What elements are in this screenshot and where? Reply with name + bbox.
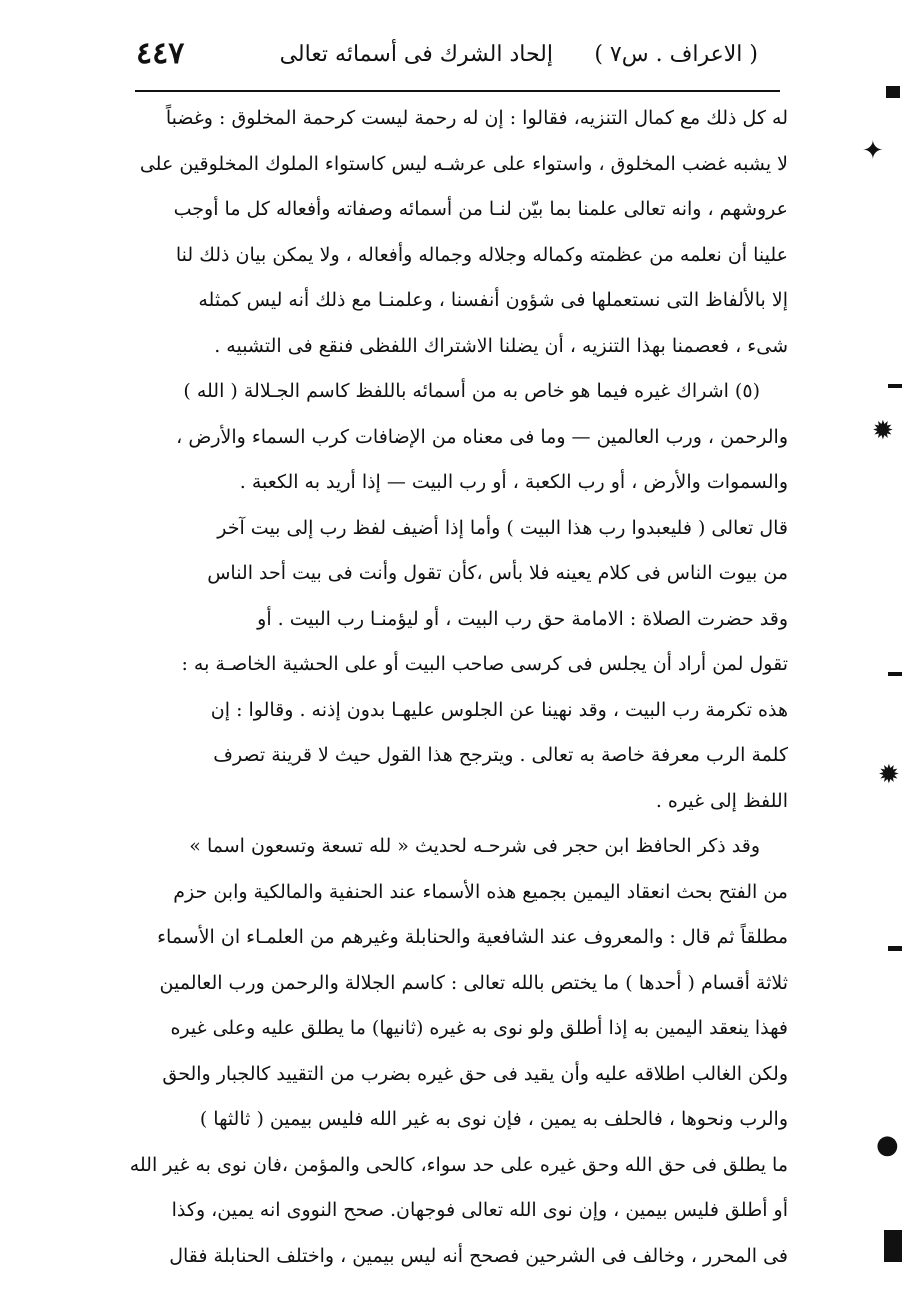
chapter-title: إلحاد الشرك فى أسمائه تعالى	[279, 42, 553, 67]
margin-mark	[884, 1230, 902, 1262]
text-line: هذه تكرمة رب البيت ، وقد نهينا عن الجلوس عليهـا بدون إذنه . وقالوا : إن	[210, 698, 788, 721]
text-line: من بيوت الناس فى كلام يعينه فلا بأس ،كأن تقول وأنت فى بيت أحد الناس	[207, 562, 788, 584]
text-line: والرحمن ، ورب العالمين — وما فى معناه من الإضافات كرب السماء والأرض ،	[176, 425, 788, 448]
text-line: (٥) اشراك غيره فيما هو خاص به من أسمائه باللفظ كاسم الجـلالة ( الله )	[183, 380, 760, 402]
text-line: عروشهم ، وانه تعالى علمنا بما بيّن لنـا من أسمائه وصفاته وأفعاله كل ما أوجب	[173, 198, 788, 220]
text-line: اللفظ إلى غيره .	[655, 789, 788, 812]
text-line: علينا أن نعلمه من عظمته وكماله وجلاله وجماله وأفعاله ، ولا يمكن بيان ذلك لنا	[175, 243, 788, 266]
margin-mark	[888, 672, 902, 676]
body-text	[128, 96, 788, 1279]
margin-mark	[888, 384, 902, 388]
text-line: ولكن الغالب اطلاقه عليه وأن يقيد فى حق غيره بضرب من التقييد كالجبار والحق	[162, 1062, 788, 1085]
header-rule	[135, 90, 780, 92]
text-line: والرب ونحوها ، فالحلف به يمين ، فإن نوى به غير الله فليس بيمين ( ثالثها )	[199, 1108, 788, 1130]
text-line: وقد حضرت الصلاة : الامامة حق رب البيت ، أو ليؤمنـا رب البيت . أو	[257, 607, 788, 630]
text-line: فى المحرر ، وخالف فى الشرحين فصحح أنه ليس بيمين ، واختلف الحنابلة فقال	[169, 1244, 788, 1267]
margin-ornament-icon: ✹	[872, 416, 894, 446]
margin-ornament-icon: ✦	[862, 136, 884, 166]
margin-mark	[886, 86, 900, 98]
text-line: لا يشبه غضب المخلوق ، واستواء على عرشـه ليس كاستواء الملوك المخلوقين على	[139, 152, 788, 175]
text-line: من الفتح بحث انعقاد اليمين بجميع هذه الأسماء عند الحنفية والمالكية وابن حزم	[173, 880, 788, 903]
margin-mark	[888, 946, 902, 951]
text-line: كلمة الرب معرفة خاصة به تعالى . ويترجح هذا القول حيث لا قرينة تصرف	[213, 744, 788, 766]
margin-ornament-icon: ✹	[878, 760, 900, 790]
surah-reference: ( الاعراف . س٧ )	[594, 42, 758, 67]
text-line: ثلاثة أقسام ( أحدها ) ما يختص بالله تعالى : كاسم الجلالة والرحمن ورب العالمين	[159, 971, 788, 994]
text-line: وقد ذكر الحافظ ابن حجر فى شرحـه لحديث « لله تسعة وتسعون اسما »	[189, 835, 760, 857]
text-line: تقول لمن أراد أن يجلس فى كرسى صاحب البيت أو على الحشية الخاصـة به :	[181, 653, 788, 675]
text-line: أو أطلق فليس بيمين ، وإن نوى الله تعالى فوجهان. صحح النووى انه يمين، وكذا	[171, 1199, 788, 1221]
text-line: له كل ذلك مع كمال التنزيه، فقالوا : إن له رحمة ليست كرحمة المخلوق : وغضباً	[165, 107, 788, 129]
page-number: ٤٤٧	[136, 36, 185, 71]
text-line: مطلقاً ثم قال : والمعروف عند الشافعية والحنابلة وغيرهم من العلمـاء ان الأسماء	[157, 926, 788, 948]
page-header	[128, 34, 768, 86]
text-line: إلا بالألفاظ التى نستعملها فى شؤون أنفسنا ، وعلمنـا مع ذلك أنه ليس كمثله	[198, 289, 788, 311]
text-line: والسموات والأرض ، أو رب الكعبة ، أو رب البيت — إذا أريد به الكعبة .	[239, 471, 788, 493]
text-line: فهذا ينعقد اليمين به إذا أطلق ولو نوى به غيره (ثانيها) ما يطلق عليه وعلى غيره	[170, 1017, 788, 1039]
text-line: شىء ، فعصمنا بهذا التنزيه ، أن يضلنا الاشتراك اللفظى فنقع فى التشبيه .	[214, 334, 788, 357]
margin-ornament-icon: ●	[876, 1130, 899, 1160]
text-line: قال تعالى ( فليعبدوا رب هذا البيت ) وأما إذا أضيف لفظ رب إلى بيت آخر	[217, 516, 788, 539]
text-line: ما يطلق فى حق الله وحق غيره على حد سواء، كالحى والمؤمن ،فان نوى به غير الله	[129, 1153, 788, 1176]
